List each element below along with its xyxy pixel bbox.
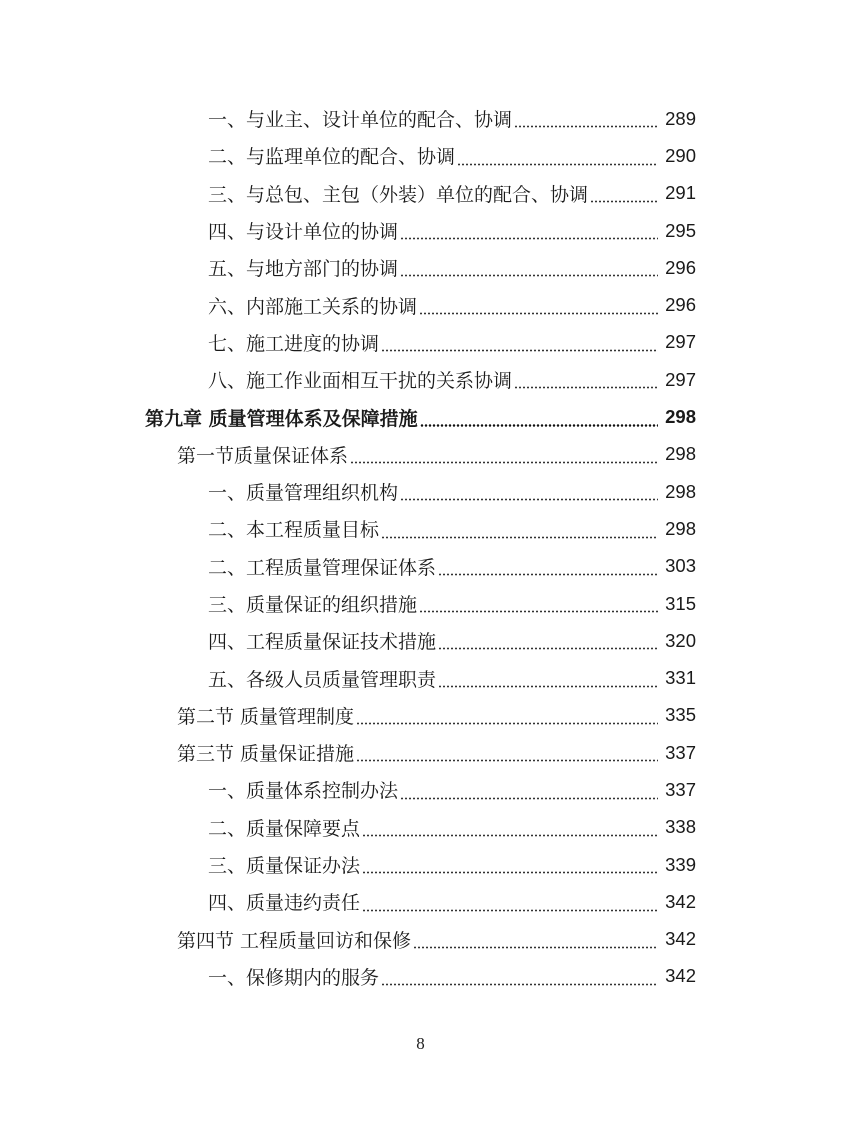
toc-entry-title: 五、与地方部门的协调 [208, 258, 399, 281]
toc-entry-page: 342 [665, 890, 696, 912]
toc-entry-page: 298 [665, 443, 696, 465]
toc-entry-title: 二、工程质量管理保证体系 [208, 556, 437, 579]
dot-leader [438, 669, 658, 688]
toc-entry-title: 一、质量管理组织机构 [208, 482, 399, 505]
toc-entry-page: 289 [665, 107, 696, 129]
dot-leader [420, 408, 658, 427]
dot-leader [362, 893, 658, 912]
toc-section-entry[interactable] [0, 734, 841, 771]
dot-leader [400, 482, 658, 501]
toc-entry[interactable] [0, 809, 841, 846]
toc-entry-page: 298 [665, 406, 696, 428]
dot-leader [413, 930, 658, 949]
toc-entry[interactable] [0, 249, 841, 286]
toc-entry-title: 七、施工进度的协调 [208, 332, 380, 355]
toc-entry-page: 290 [665, 144, 696, 166]
toc-entry-title: 四、与设计单位的协调 [208, 221, 399, 244]
dot-leader [400, 221, 658, 240]
toc-entry[interactable] [0, 137, 841, 174]
toc-section-entry[interactable] [0, 436, 841, 473]
toc-entry-title: 五、各级人员质量管理职责 [208, 668, 437, 691]
toc-entry[interactable] [0, 286, 841, 323]
dot-leader [514, 370, 658, 389]
dot-leader [356, 706, 658, 725]
toc-entry-page: 335 [665, 704, 696, 726]
toc-entry[interactable] [0, 883, 841, 920]
dot-leader [400, 258, 658, 277]
toc-entry-page: 315 [665, 592, 696, 614]
toc-section-entry[interactable] [0, 697, 841, 734]
toc-entry[interactable] [0, 212, 841, 249]
toc-entry-title: 八、施工作业面相互干扰的关系协调 [208, 370, 513, 393]
toc-entry[interactable] [0, 771, 841, 808]
table-of-contents [0, 100, 841, 995]
dot-leader [356, 743, 658, 762]
toc-entry-title: 三、与总包、主包（外装）单位的配合、协调 [208, 183, 589, 206]
toc-entry-page: 298 [665, 517, 696, 539]
dot-leader [362, 818, 658, 837]
toc-entry-page: 331 [665, 667, 696, 689]
dot-leader [419, 296, 658, 315]
dot-leader [381, 333, 658, 352]
toc-entry-page: 337 [665, 778, 696, 800]
toc-entry-page: 339 [665, 853, 696, 875]
toc-entry-title: 四、工程质量保证技术措施 [208, 631, 437, 654]
dot-leader [419, 594, 658, 613]
toc-entry-page: 320 [665, 629, 696, 651]
toc-entry-page: 296 [665, 256, 696, 278]
toc-entry-title: 四、质量违约责任 [208, 892, 361, 915]
dot-leader [438, 557, 658, 576]
toc-entry-page: 338 [665, 816, 696, 838]
toc-entry-title: 二、质量保障要点 [208, 817, 361, 840]
toc-entry[interactable] [0, 510, 841, 547]
dot-leader [362, 855, 658, 874]
toc-entry-page: 298 [665, 480, 696, 502]
toc-entry[interactable] [0, 473, 841, 510]
toc-entry[interactable] [0, 659, 841, 696]
toc-entry-page: 342 [665, 928, 696, 950]
toc-entry[interactable] [0, 175, 841, 212]
toc-entry[interactable] [0, 361, 841, 398]
dot-leader [514, 109, 658, 128]
toc-entry-title: 三、质量保证的组织措施 [208, 594, 418, 616]
dot-leader [457, 147, 658, 166]
toc-entry-page: 296 [665, 294, 696, 316]
toc-entry-title: 一、质量体系控制办法 [208, 780, 399, 803]
toc-entry[interactable] [0, 846, 841, 883]
toc-section-title: 第四节 工程质量回访和保修 [177, 929, 412, 952]
toc-entry-page: 337 [665, 741, 696, 763]
toc-entry-title: 六、内部施工关系的协调 [208, 295, 418, 318]
toc-entry-page: 291 [665, 182, 696, 204]
toc-entry[interactable] [0, 324, 841, 361]
dot-leader [438, 631, 658, 650]
toc-entry[interactable] [0, 100, 841, 137]
dot-leader [350, 445, 658, 464]
toc-chapter-title: 第九章 质量管理体系及保障措施 [145, 407, 418, 430]
toc-entry[interactable] [0, 585, 841, 622]
toc-entry-title: 二、本工程质量目标 [208, 519, 380, 542]
dot-leader [381, 520, 658, 539]
toc-section-entry[interactable] [0, 921, 841, 958]
toc-entry-page: 297 [665, 331, 696, 353]
toc-entry-page: 342 [665, 965, 696, 987]
toc-entry-page: 295 [665, 219, 696, 241]
toc-entry[interactable] [0, 958, 841, 995]
dot-leader [400, 781, 658, 800]
toc-entry-title: 一、与业主、设计单位的配合、协调 [208, 109, 513, 132]
dot-leader [590, 184, 658, 203]
toc-section-title: 第三节 质量保证措施 [177, 743, 355, 766]
toc-section-title: 第一节质量保证体系 [177, 444, 349, 467]
toc-entry-title: 二、与监理单位的配合、协调 [208, 146, 456, 169]
toc-entry-title: 三、质量保证办法 [208, 855, 361, 878]
toc-entry-page: 303 [665, 555, 696, 577]
toc-entry-title: 一、保修期内的服务 [208, 966, 380, 989]
toc-entry-page: 297 [665, 368, 696, 390]
dot-leader [381, 967, 658, 986]
toc-section-title: 第二节 质量管理制度 [177, 705, 355, 728]
toc-chapter-entry[interactable] [0, 398, 841, 435]
page-number: 8 [416, 1034, 425, 1053]
toc-entry[interactable] [0, 622, 841, 659]
toc-entry[interactable] [0, 548, 841, 585]
